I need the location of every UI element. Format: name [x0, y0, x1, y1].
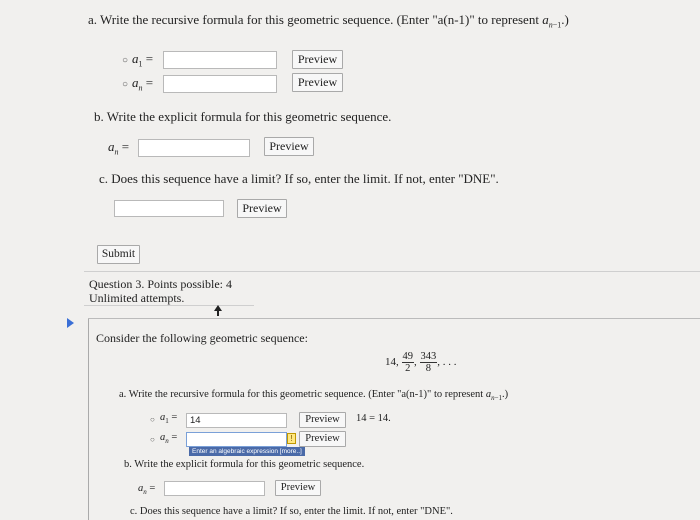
input-hint-tooltip[interactable]: Enter an algebraic expression [more..] [189, 447, 305, 456]
a1-preview-button[interactable]: Preview [292, 50, 343, 69]
q3-a1-preview-result: 14 = 14. [356, 413, 391, 424]
bullet-icon: ○ [150, 435, 155, 444]
submit-button[interactable]: Submit [97, 245, 140, 264]
q3-an-input[interactable] [186, 432, 287, 447]
expand-arrow-icon[interactable] [67, 318, 74, 328]
part-b-input[interactable] [138, 139, 250, 157]
sequence-expression: 14, $\frac{49}{2}$ , $\frac{343}{8}$ , . . . [385, 351, 457, 374]
question-box [88, 318, 89, 520]
q3-part-b-preview-button[interactable]: Preview [275, 480, 321, 496]
question-box-top [88, 318, 700, 319]
q3-a1-label: $a_1$ = [160, 412, 178, 426]
part-b-prompt: b. Write the explicit formula for this geometric sequence. [94, 109, 392, 124]
part-c-prompt: c. Does this sequence have a limit? If so, enter the limit. If not, enter "DNE". [99, 171, 499, 186]
q3-part-b-prompt: b. Write the explicit formula for this geometric sequence. [124, 459, 365, 470]
sequence-intro: Consider the following geometric sequence: [96, 331, 308, 345]
q3-part-c-prompt: c. Does this sequence have a limit? If so, enter the limit. If not, enter "DNE". [130, 506, 453, 517]
part-b-an-label: $a_n$ = [108, 139, 130, 157]
bullet-icon: ○ [150, 415, 155, 424]
q3-a1-input[interactable]: 14 [186, 413, 287, 428]
bullet-icon: ○ [122, 55, 129, 66]
part-c-input[interactable] [114, 200, 224, 217]
bullet-icon: ○ [122, 79, 129, 90]
part-a-prompt: a. Write the recursive formula for this geometric sequence. (Enter "a(n-1)" to represent $a_{n-1}$.) [88, 12, 569, 30]
q3-part-b-an-label: $a_n$ = [138, 483, 156, 497]
an-input[interactable] [163, 75, 277, 93]
q3-a1-preview-button[interactable]: Preview [299, 412, 346, 428]
mouse-cursor-icon [213, 305, 223, 317]
question-header: Question 3. Points possible: 4 [89, 277, 233, 291]
header-underline [84, 305, 254, 306]
q3-part-b-input[interactable] [164, 481, 265, 496]
part-b-preview-button[interactable]: Preview [264, 137, 314, 156]
warning-icon[interactable]: ! [287, 433, 296, 444]
an-label: $a_n$ = [132, 75, 154, 93]
part-c-preview-button[interactable]: Preview [237, 199, 287, 218]
a1-label: $a_1$ = [132, 51, 154, 69]
q3-an-label: $a_n$ = [160, 432, 178, 446]
a1-input[interactable] [163, 51, 277, 69]
q3-part-a-prompt: a. Write the recursive formula for this geometric sequence. (Enter "a(n-1)" to represent $a_{n-1}$.) [119, 389, 509, 403]
attempts-text: Unlimited attempts. [89, 291, 185, 305]
q3-an-preview-button[interactable]: Preview [299, 431, 346, 447]
section-divider [84, 271, 700, 272]
an-preview-button[interactable]: Preview [292, 73, 343, 92]
